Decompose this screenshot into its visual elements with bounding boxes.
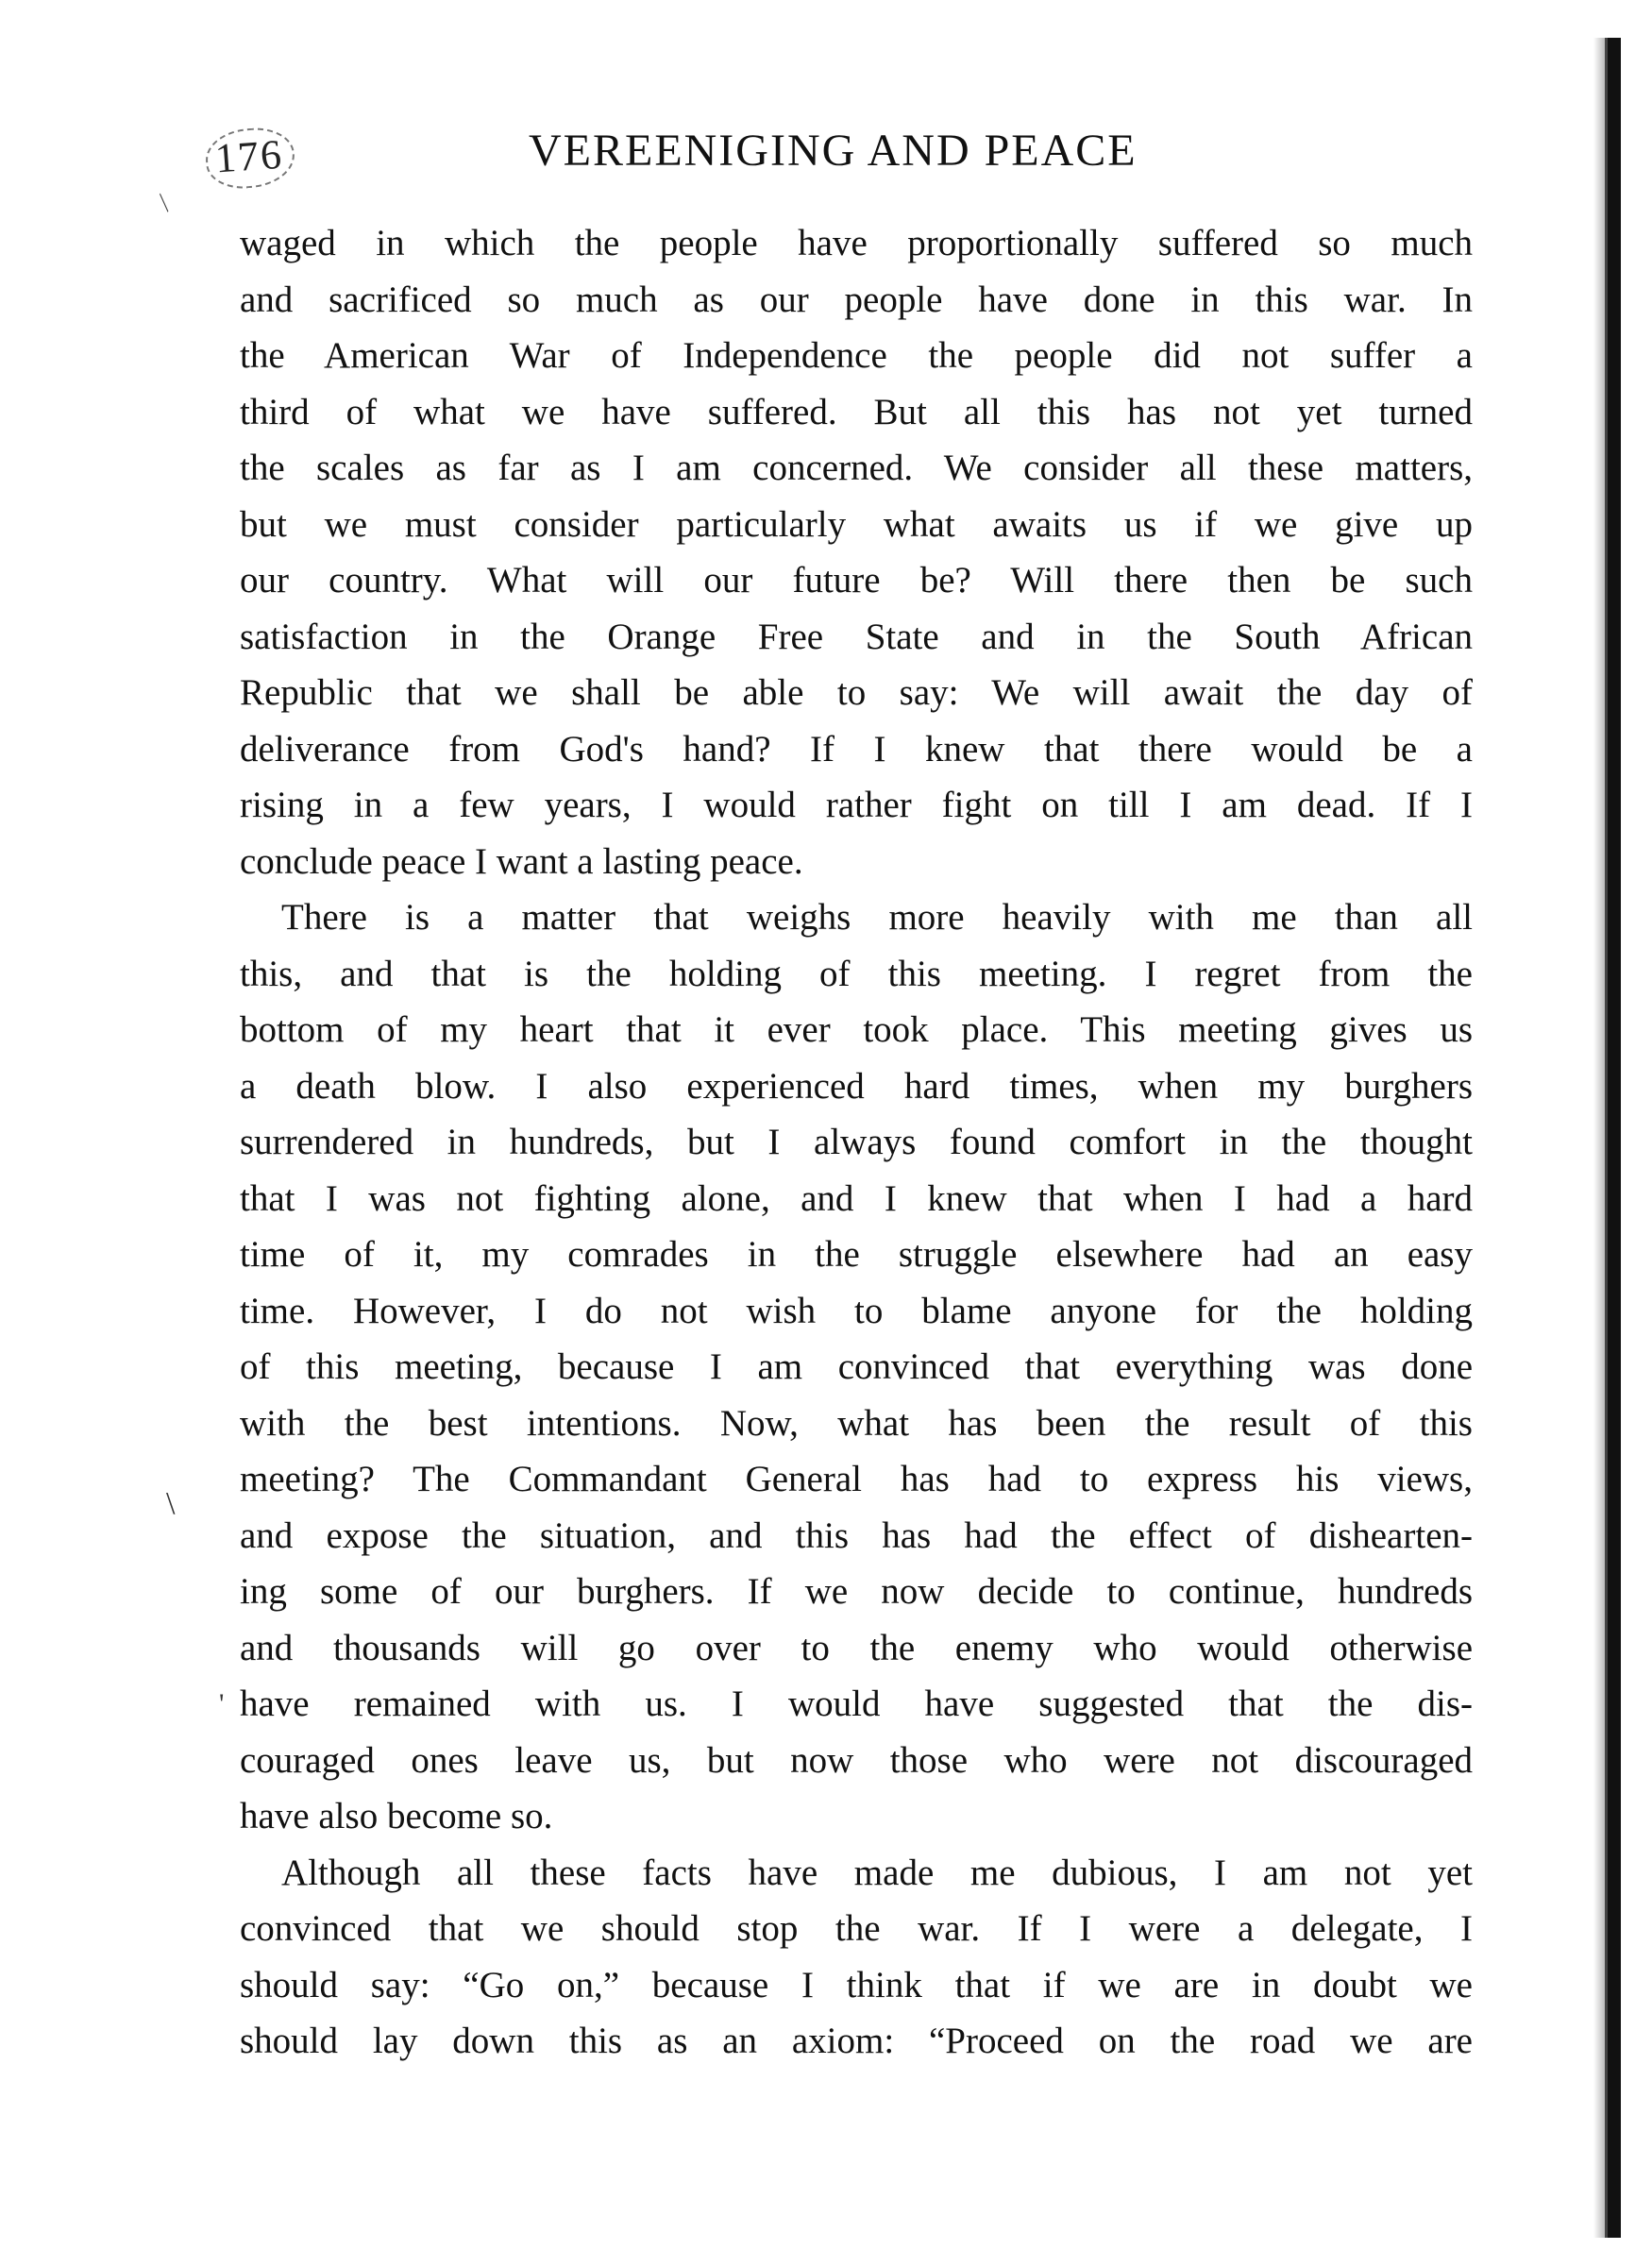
text-line: time of it, my comrades in the struggle elsewhere had an easy bbox=[240, 1234, 1473, 1275]
text-line: meeting? The Commandant General has had to express his views, bbox=[240, 1459, 1473, 1499]
text-line: Although all these facts have made me dubious, I am not yet bbox=[281, 1852, 1473, 1893]
text-line: and sacrificed so much as our people have done in this war. In bbox=[240, 279, 1473, 320]
margin-pencil-mark: \ bbox=[166, 1486, 176, 1521]
text-line: third of what we have suffered. But all this has not yet turned bbox=[240, 391, 1473, 432]
margin-pencil-mark: ' bbox=[219, 1688, 225, 1719]
body-text bbox=[240, 215, 1473, 2070]
text-line: There is a matter that weighs more heavily with me than all bbox=[281, 897, 1473, 938]
text-line: deliverance from God's hand? If I knew that there would be a bbox=[240, 728, 1473, 770]
page-number: 176 bbox=[204, 126, 296, 191]
page-edge-shadow bbox=[1593, 38, 1605, 2238]
text-line: should say: “Go on,” because I think that if we are in doubt we bbox=[240, 1964, 1473, 2005]
text-line: bottom of my heart that it ever took place. This meeting gives us bbox=[240, 1009, 1473, 1050]
text-line: of this meeting, because I am convinced that everything was done bbox=[240, 1346, 1473, 1387]
text-line: convinced that we should stop the war. If I were a delegate, I bbox=[240, 1908, 1473, 1949]
text-line: rising in a few years, I would rather fight on till I am dead. If I bbox=[240, 785, 1473, 825]
text-line: our country. What will our future be? Will there then be such bbox=[240, 560, 1473, 601]
text-line: Republic that we shall be able to say: We will await the day of bbox=[240, 672, 1473, 713]
text-line: have remained with us. I would have suggested that the dis- bbox=[240, 1683, 1473, 1724]
text-line: but we must consider particularly what awaits us if we give up bbox=[240, 503, 1473, 545]
text-line: conclude peace I want a lasting peace. bbox=[240, 840, 803, 882]
page-binding-edge bbox=[1605, 38, 1621, 2238]
text-line: waged in which the people have proportionally suffered so much bbox=[240, 223, 1473, 263]
text-line: have also become so. bbox=[240, 1796, 553, 1836]
text-line: and thousands will go over to the enemy who would otherwise bbox=[240, 1627, 1473, 1668]
text-line: satisfaction in the Orange Free State and in the South African bbox=[240, 616, 1473, 657]
text-line: time. However, I do not wish to blame anyone for the holding bbox=[240, 1290, 1473, 1331]
text-line: and expose the situation, and this has had the effect of dishearten- bbox=[240, 1514, 1473, 1556]
text-line: this, and that is the holding of this meeting. I regret from the bbox=[240, 953, 1473, 994]
text-line: couraged ones leave us, but now those who were not discouraged bbox=[240, 1739, 1473, 1781]
text-line: surrendered in hundreds, but I always found comfort in the thought bbox=[240, 1122, 1473, 1162]
running-title: VEREENIGING AND PEACE bbox=[529, 126, 1138, 176]
running-head bbox=[189, 121, 1482, 196]
margin-pencil-mark: ⁄ bbox=[151, 194, 177, 211]
text-line: that I was not fighting alone, and I knew that when I had a hard bbox=[240, 1177, 1473, 1219]
text-line: the scales as far as I am concerned. We consider all these matters, bbox=[240, 448, 1473, 488]
text-line: with the best intentions. Now, what has been the result of this bbox=[240, 1402, 1473, 1444]
text-line: a death blow. I also experienced hard times, when my burghers bbox=[240, 1065, 1473, 1107]
text-line: ing some of our burghers. If we now decide to continue, hundreds bbox=[240, 1571, 1473, 1612]
text-line: should lay down this as an axiom: “Proceed on the road we are bbox=[240, 2021, 1473, 2061]
text-line: the American War of Independence the people did not suffer a bbox=[240, 335, 1473, 376]
